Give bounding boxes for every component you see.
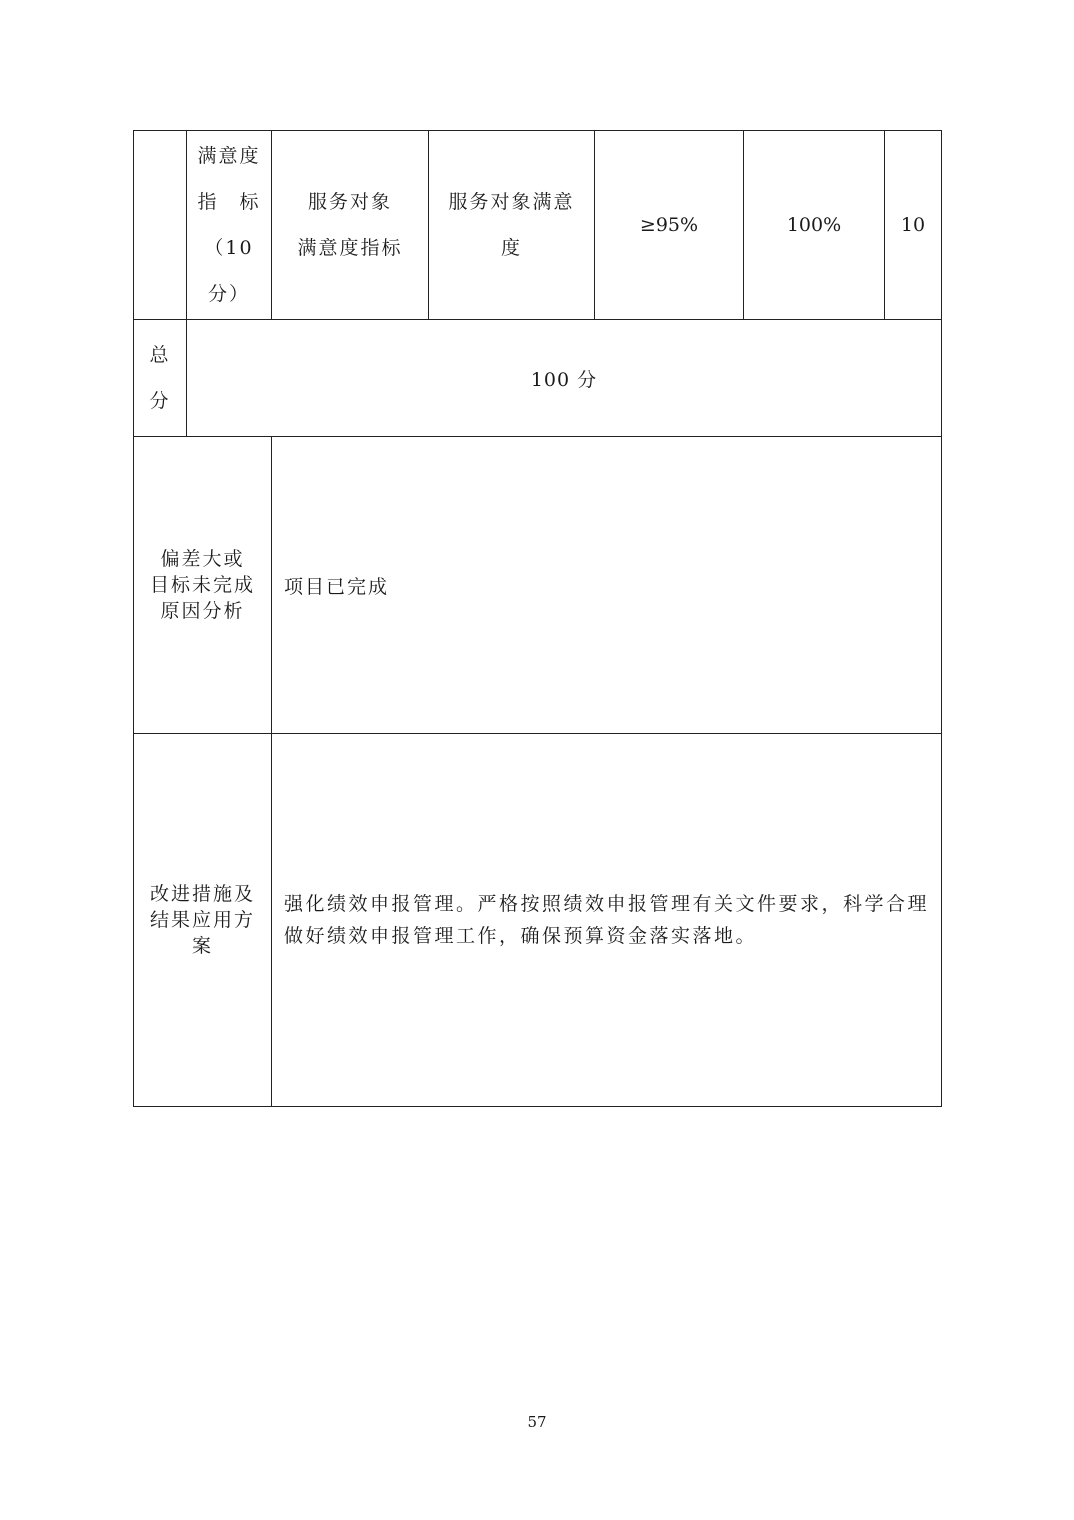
deviation-label-line: 偏差大或 xyxy=(160,548,245,570)
improvement-label-line: 改进措施及 xyxy=(149,883,255,905)
total-label-line: 分 xyxy=(149,390,171,412)
level2-line: （10 xyxy=(204,237,254,259)
improvement-content-cell xyxy=(272,734,941,1106)
satisfaction-indicator-cell xyxy=(429,131,594,319)
table-border-bottom xyxy=(133,1106,942,1107)
level3-line: 满意度指标 xyxy=(297,237,403,259)
deviation-content-cell: 项目已完成 xyxy=(284,575,390,598)
level2-line: 指 标 xyxy=(197,191,261,213)
improvement-label-line: 案 xyxy=(191,935,213,957)
score-cell: 10 xyxy=(900,214,926,236)
deviation-label-line: 目标未完成 xyxy=(149,574,255,596)
deviation-label-cell xyxy=(134,437,271,733)
page-number: 57 xyxy=(527,1413,547,1431)
total-label-cell xyxy=(134,320,186,436)
improvement-label-line: 结果应用方 xyxy=(149,909,255,931)
total-value-cell: 100 分 xyxy=(530,368,598,391)
level2-line: 满意度 xyxy=(197,145,261,167)
improvement-content-line: 做好绩效申报管理工作，确保预算资金落实落地。 xyxy=(284,925,758,947)
actual-value-cell: 100% xyxy=(786,214,842,236)
improvement-content-line: 强化绩效申报管理。严格按照绩效申报管理有关文件要求，科学合理 xyxy=(284,893,930,915)
improvement-label-cell xyxy=(134,734,271,1106)
indicator-line: 服务对象满意 xyxy=(448,191,575,213)
table-border-right xyxy=(941,130,942,1107)
level2-line: 分） xyxy=(207,283,250,305)
level3-line: 服务对象 xyxy=(307,191,392,213)
deviation-label-line: 原因分析 xyxy=(160,600,245,622)
satisfaction-level3-cell xyxy=(272,131,428,319)
satisfaction-level2-cell xyxy=(187,131,271,319)
indicator-line: 度 xyxy=(500,237,522,259)
total-label-line: 总 xyxy=(149,344,171,366)
target-value-cell: ≥95% xyxy=(639,214,699,236)
